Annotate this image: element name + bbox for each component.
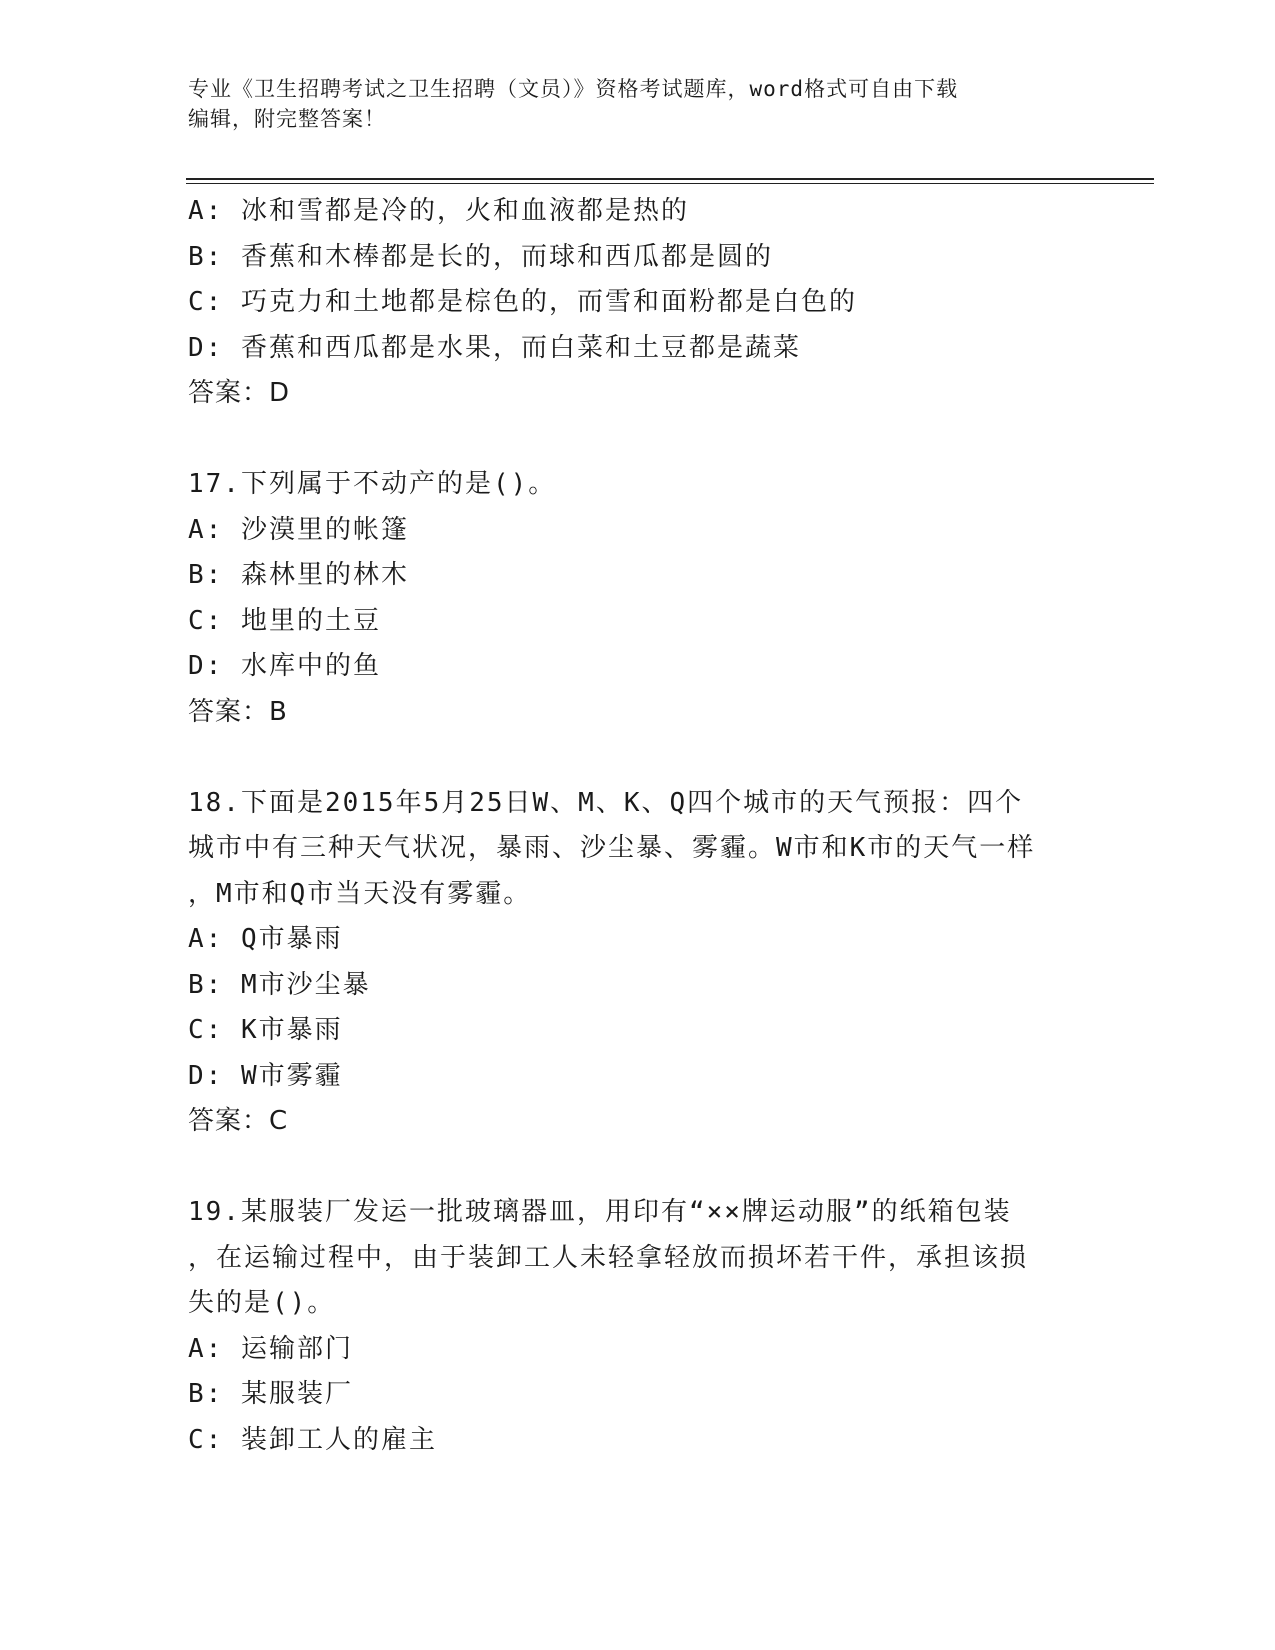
question-stem: 19.某服装厂发运一批玻璃器皿，用印有“××牌运动服”的纸箱包装 — [188, 1197, 1012, 1227]
header-line-2: 编辑，附完整答案！ — [188, 107, 386, 131]
answer-line: 答案：C — [188, 1106, 289, 1136]
spacer — [188, 417, 1088, 463]
option-c: C: K市暴雨 — [188, 1015, 343, 1045]
option-b: B: 森林里的林木 — [188, 560, 409, 590]
option-c: C: 巧克力和土地都是棕色的，而雪和面粉都是白色的 — [188, 287, 857, 317]
option-a: A: Q市暴雨 — [188, 924, 343, 954]
question-19 — [188, 1190, 1088, 1463]
option-c: C: 地里的土豆 — [188, 605, 381, 636]
option-a: A: 冰和雪都是冷的，火和血液都是热的 — [188, 196, 689, 226]
answer-line: 答案：B — [188, 696, 288, 727]
option-d: D: W市雾霾 — [188, 1060, 343, 1091]
document-header — [188, 74, 1088, 134]
question-16 — [188, 189, 1088, 417]
header-divider-thin — [186, 183, 1154, 184]
question-17 — [188, 462, 1088, 735]
option-a: A: 沙漠里的帐篷 — [188, 514, 409, 545]
option-d: D: 水库中的鱼 — [188, 651, 381, 681]
question-stem: 失的是()。 — [188, 1288, 336, 1318]
option-b: B: M市沙尘暴 — [188, 969, 371, 1000]
question-stem: ，在运输过程中，由于装卸工人未轻拿轻放而损坏若干件，承担该损 — [188, 1242, 1029, 1273]
spacer — [188, 1145, 1088, 1191]
question-stem: 17.下列属于不动产的是()。 — [188, 469, 557, 499]
question-18 — [188, 781, 1088, 1145]
option-a: A: 运输部门 — [188, 1333, 353, 1364]
spacer — [188, 735, 1088, 781]
answer-line: 答案：D — [188, 378, 291, 408]
question-list — [188, 189, 1088, 1463]
question-stem: 城市中有三种天气状况，暴雨、沙尘暴、雾霾。W市和K市的天气一样 — [188, 833, 1036, 863]
option-b: B: 某服装厂 — [188, 1379, 353, 1409]
option-d: D: 香蕉和西瓜都是水果，而白菜和土豆都是蔬菜 — [188, 332, 801, 363]
header-divider-thick — [186, 178, 1154, 180]
header-line-1: 专业《卫生招聘考试之卫生招聘（文员）》资格考试题库，word格式可自由下载 — [188, 77, 959, 101]
question-stem: ，M市和Q市当天没有雾霾。 — [188, 878, 532, 909]
option-c: C: 装卸工人的雇主 — [188, 1424, 437, 1455]
option-b: B: 香蕉和木棒都是长的，而球和西瓜都是圆的 — [188, 241, 773, 272]
question-stem: 18.下面是2015年5月25日W、M、K、Q四个城市的天气预报：四个 — [188, 787, 1024, 818]
